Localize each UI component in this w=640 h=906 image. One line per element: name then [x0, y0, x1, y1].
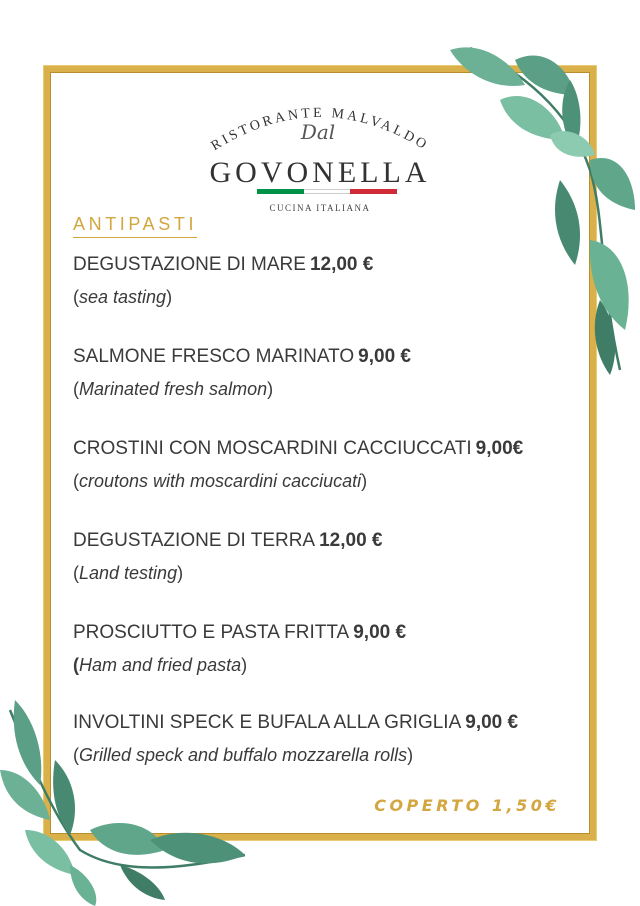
menu-item — [73, 530, 593, 584]
item-name-line — [73, 346, 593, 368]
menu-item — [73, 438, 593, 492]
menu-item — [73, 254, 593, 308]
leaf-branch-top-right-icon — [450, 40, 640, 380]
item-name: PROSCIUTTO E PASTA FRITTA — [73, 622, 350, 643]
item-name-line — [73, 622, 593, 644]
item-name: INVOLTINI SPECK E BUFALA ALLA GRIGLIA — [73, 712, 462, 733]
item-price: 9,00€ — [475, 438, 524, 459]
item-translation: (Land testing) — [73, 563, 184, 583]
item-name-line — [73, 254, 593, 276]
item-name-line — [73, 712, 593, 734]
logo-signature: Dal — [300, 120, 336, 144]
menu-item — [73, 622, 593, 676]
item-translation: (sea tasting) — [73, 287, 173, 307]
item-name: SALMONE FRESCO MARINATO — [73, 346, 355, 367]
italian-flag-stripe — [257, 189, 397, 194]
menu-item — [73, 346, 593, 400]
item-price: 12,00 € — [309, 254, 374, 275]
item-name-line — [73, 530, 593, 552]
item-price: 12,00 € — [319, 530, 383, 551]
item-translation: (Ham and fried pasta) — [73, 655, 248, 675]
item-name-line — [73, 438, 593, 460]
item-name: DEGUSTAZIONE DI MARE — [73, 254, 306, 275]
restaurant-tagline: CUCINA ITALIANA — [269, 203, 371, 213]
item-translation: (Grilled speck and buffalo mozzarella rolls) — [73, 745, 414, 765]
restaurant-name: GOVONELLA — [209, 156, 431, 189]
item-translation: (Marinated fresh salmon) — [73, 379, 274, 399]
item-name: DEGUSTAZIONE DI TERRA — [73, 530, 316, 551]
section-title: ANTIPASTI — [73, 214, 197, 238]
item-price: 9,00 € — [465, 712, 519, 733]
restaurant-logo — [190, 82, 450, 217]
item-price: 9,00 € — [358, 346, 411, 367]
item-translation: (croutons with moscardini cacciucati) — [73, 471, 368, 491]
item-price: 9,00 € — [353, 622, 407, 643]
menu-item — [73, 712, 593, 766]
item-name: CROSTINI CON MOSCARDINI CACCIUCCATI — [73, 438, 472, 459]
coperto-charge: COPERTO 1,50€ — [374, 796, 560, 815]
logo-arc-text: RISTORANTE MALVALDO — [208, 105, 432, 155]
